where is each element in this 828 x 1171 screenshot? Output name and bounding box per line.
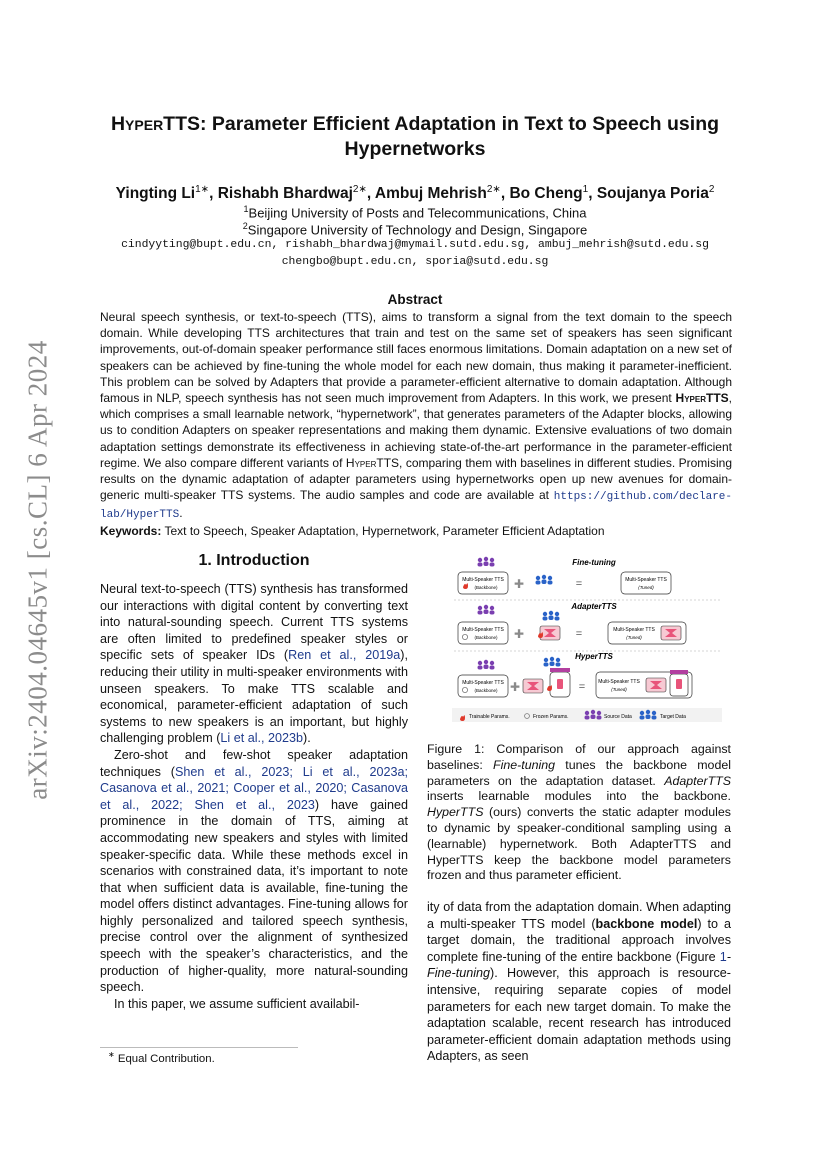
cite-group-zero-shot[interactable]: Shen et al., 2023; Li et al., 2023a; Casanova et al., 2021; Cooper et al., 2020; Casanova et al., 2022; Shen et al., 2023	[100, 764, 408, 812]
target-data-icon	[544, 657, 561, 667]
author-3: Ambuj Mehrish	[374, 185, 487, 203]
box-label: Multi-Speaker TTS	[462, 577, 504, 583]
tuned-box	[621, 572, 671, 594]
figure-1-ref[interactable]: 1	[719, 949, 727, 964]
legend-source-icon	[585, 710, 602, 720]
box-label: Multi-Speaker TTS	[462, 627, 504, 633]
figure-legend	[452, 708, 722, 722]
affiliation-2-mark: 2	[242, 221, 248, 231]
affiliation-2-text: Singapore University of Technology and Design, Singapore	[247, 222, 588, 238]
equals-icon: =	[575, 578, 583, 590]
affiliation-1-mark: 1	[243, 204, 249, 214]
caption-adaptertts: AdapterTTS	[664, 773, 731, 788]
intro-left-column	[100, 581, 408, 1012]
intro-paragraph-2	[100, 747, 408, 996]
author-list: Yingting $Li^{1∗}$, Rishabh Bhardwaj$^{2∗}$, Ambuj Mehrish$^{2∗}$, Bo Cheng$^1$, Soujanya Poria$^2$	[115, 184, 715, 203]
fig-row2-title: AdapterTTS	[571, 602, 617, 611]
legend-target: Target Data	[660, 714, 686, 720]
abstract-body	[100, 309, 732, 524]
author-4: Bo Cheng	[509, 185, 583, 203]
target-data-icon	[543, 611, 560, 621]
abstract-part-4: .	[179, 506, 183, 521]
box-label: Multi-Speaker TTS	[625, 577, 667, 583]
figure-1-diagram	[446, 548, 728, 728]
abstract-hypertts-bold: HyperTTS	[675, 391, 729, 406]
plus-icon: ✚	[513, 627, 525, 641]
legend-frozen: Frozen Params.	[533, 714, 569, 720]
author-5-mark: 2	[708, 184, 715, 195]
caption-hypertts: HyperTTS	[427, 805, 484, 820]
box-label: Multi-Speaker TTS	[598, 679, 640, 685]
hypernetwork-core	[557, 679, 563, 689]
caption-text-c: inserts learnable modules into the backbone.	[427, 789, 731, 804]
hypernetwork-cap	[550, 668, 570, 672]
title-line2: Hypernetworks	[344, 138, 486, 160]
fig-row-hypertts	[458, 652, 692, 698]
figure-1	[446, 548, 728, 728]
paper-title	[60, 112, 770, 162]
adapter-block	[661, 626, 681, 640]
backbone-label: (Backbone)	[474, 688, 498, 693]
cite-ren-2019a[interactable]: Ren et al., 2019a	[288, 648, 401, 663]
intro-paragraph-3: In this paper, we assume sufficient availabil-	[114, 996, 360, 1011]
author-1-mark: 1∗	[195, 184, 210, 195]
footnote-mark: ∗	[108, 1050, 115, 1059]
intro-paragraph-1	[100, 581, 408, 747]
footnote-rule	[100, 1047, 298, 1048]
abstract-hypertts-sc: HyperTTS	[345, 455, 400, 470]
affiliation-1-text: Beijing University of Posts and Telecommunications, China	[248, 205, 587, 221]
legend-trainable: Trainable Params.	[469, 714, 510, 720]
abstract-part-1: Neural speech synthesis, or text-to-speech (TTS), aims to transform a signal from the text domain to the speech domain. While developing TTS architectures that train and test on the same set of speakers has seen significant improvements, out-of-domain speaker performance still faces enormous limitations. Domain adaptation on a new set of speakers can be achieved by fine-tuning the whole model for each new domain, thus making it parameter-inefficient. This problem can be solved by Adapters that provide a parameter-efficient alternative to domain adaptation. Although famous in NLP, speech synthesis has not seen much improvement from Adapters. In this work, we present	[100, 310, 732, 406]
right-p1-text-a: ity of data from the adaptation domain. When adapting a multi-speaker TTS model (	[427, 900, 731, 931]
abstract-part-3: , comparing them with baselines in different studies. Promising results on the dynamic adaptation of adapter parameters using hypernetworks open up new avenues for domain-generic multi-speaker TTS systems. The audio samples and code are available at	[100, 455, 732, 503]
adapter-block	[523, 679, 543, 693]
source-data-icon	[478, 660, 495, 670]
footnote-text: Equal Contribution.	[114, 1052, 215, 1065]
emails-line-1: cindyyting@bupt.edu.cn, rishabh_bhardwaj@mymail.sutd.edu.sg, ambuj_mehrish@sutd.edu.sg	[121, 239, 709, 251]
footnote	[108, 1050, 215, 1065]
box-label: Multi-Speaker TTS	[613, 627, 655, 633]
backbone-box	[458, 675, 508, 697]
intro-p2-text-a: Zero-shot and few-shot speaker adaptation techniques (	[100, 747, 408, 779]
legend-target-icon	[640, 710, 657, 720]
keywords	[100, 524, 732, 538]
source-data-icon	[478, 605, 495, 615]
fig-row3-title: HyperTTS	[575, 652, 613, 661]
affiliation-2	[60, 221, 770, 237]
backbone-box	[458, 622, 508, 644]
backbone-label: (Backbone)	[474, 585, 498, 590]
source-data-icon	[478, 557, 495, 567]
adapter-block	[646, 678, 666, 692]
title-line1: : Parameter Efficient Adaptation in Text to Speech using	[200, 113, 720, 135]
intro-p2-text-b: ) have gained prominence in the domain of TTS, aiming at accommodating new speakers and styles with limited speaker-specific data. While these methods excel in scenarios with constrained data, it’s important to note that when sufficient data is available, fine-tuning the model offers distinct advantages. Fine-tuning allows for highly personalized and tailored speech synthesis, precise control over the alignment of synthesized speech with the speaker’s characteristics, and the production of higher-quality, more natural-sounding speech.	[100, 797, 408, 995]
right-p1-text-b: ) to a target domain, the traditional approach involves complete fine-tuning of the entire backbone (Figure	[427, 916, 731, 964]
fig-row-fine-tuning	[458, 557, 671, 594]
fig-row1-title: Fine-tuning	[572, 558, 616, 567]
backbone-box	[458, 572, 508, 594]
target-data-icon	[536, 575, 553, 585]
flame-icon	[538, 632, 543, 638]
caption-text-b: tunes the backbone model parameters on the adaptation dataset.	[427, 757, 731, 788]
right-p1-fine-tuning: -Fine-tuning	[427, 949, 731, 981]
keywords-label: Keywords:	[100, 524, 162, 538]
title-hypertts: HyperTTS	[110, 113, 201, 135]
arxiv-stamp-text: arXiv:2404.04645v1 [cs.CL] 6 Apr 2024	[22, 340, 53, 800]
backbone-label: (Backbone)	[474, 635, 498, 640]
caption-fine-tuning: Fine-tuning	[493, 757, 556, 772]
hypernetwork-cap	[670, 670, 688, 674]
arxiv-stamp	[18, 290, 58, 850]
hypernetwork-core	[676, 679, 682, 689]
cite-li-2023b[interactable]: Li et al., 2023b	[220, 731, 304, 746]
intro-p1-text-a: Neural text-to-speech (TTS) synthesis has transformed our interactions with digital content by converting text into natural-sounding speech. Current TTS systems are often limited to predefined speaker styles or specific sets of speaker IDs (	[100, 582, 408, 663]
abstract-part-2: , which comprises a small learnable network, “hypernetwork”, that generates parameters of the Adapter blocks, allowing us to condition Adapters on speaker representations and making them dynamic. Extensive evaluations of two domain adaptation settings demonstrate its effectiveness in achieving state-of-the-art performance in the parameter-efficient regime. We also compare different variants of	[100, 391, 732, 470]
abstract-heading: Abstract	[387, 292, 443, 307]
figure-1-caption	[427, 742, 731, 884]
section-introduction-heading: 1. Introduction	[198, 552, 310, 569]
affiliation-1	[60, 204, 770, 220]
right-p1-text-c: ). However, this approach is resource-intensive, requiring separate copies of model parameters for each new target domain. To make the adaptation scalable, recent research has introduced parameter-efficient domain adaptation methods using Adapters, as seen	[427, 966, 731, 1064]
flame-icon	[547, 685, 552, 691]
tuned-label: (Tuned)	[626, 635, 642, 640]
keywords-text: Text to Speech, Speaker Adaptation, Hypernetwork, Parameter Efficient Adaptation	[161, 524, 605, 538]
adapter-block	[540, 626, 560, 640]
equals-icon: =	[578, 681, 586, 693]
author-5: Soujanya Poria	[596, 185, 709, 203]
legend-source: Source Data	[604, 714, 632, 720]
intro-p1-text-c: ).	[303, 731, 311, 746]
plus-icon: ✚	[513, 577, 525, 591]
author-4-mark: 1	[582, 184, 589, 195]
author-2-mark: 2∗	[352, 184, 367, 195]
code-url-link[interactable]: https://github.com/declare-lab/HyperTTS	[100, 491, 732, 522]
author-2: Rishabh Bhardwaj	[217, 185, 353, 203]
tuned-label: (Tuned)	[638, 585, 654, 590]
caption-text-a: Comparison of our approach against baselines:	[427, 742, 731, 772]
intro-p1-text-b: ), reducing their utility in multi-speaker environments with unseen speakers. To make TTS scalable and economical, parameter-efficient adaptation of such systems to new speakers is an important, but highly challenging problem (	[100, 648, 408, 746]
right-paragraph-1	[427, 899, 731, 1065]
box-label: Multi-Speaker TTS	[462, 680, 504, 686]
fig-row-adaptertts	[458, 602, 686, 644]
caption-label: Figure 1:	[427, 742, 485, 756]
tuned-label: (Tuned)	[611, 687, 627, 692]
right-p1-backbone-bold: backbone model	[595, 916, 698, 931]
author-3-mark: 2∗	[486, 184, 501, 195]
emails-line-2: chengbo@bupt.edu.cn, sporia@sutd.edu.sg	[281, 256, 549, 268]
caption-text-d: (ours) converts the static adapter modules to dynamic by speaker-conditional sampling using a (learnable) hypernetwork. Both AdapterTTS and HyperTTS keep the backbone model parameters frozen and thus parameter efficient.	[427, 805, 731, 883]
plus-icon: ✚	[509, 680, 521, 694]
intro-right-column	[427, 899, 731, 1065]
equals-icon: =	[575, 628, 583, 640]
author-1: Yingting Li	[115, 185, 196, 203]
